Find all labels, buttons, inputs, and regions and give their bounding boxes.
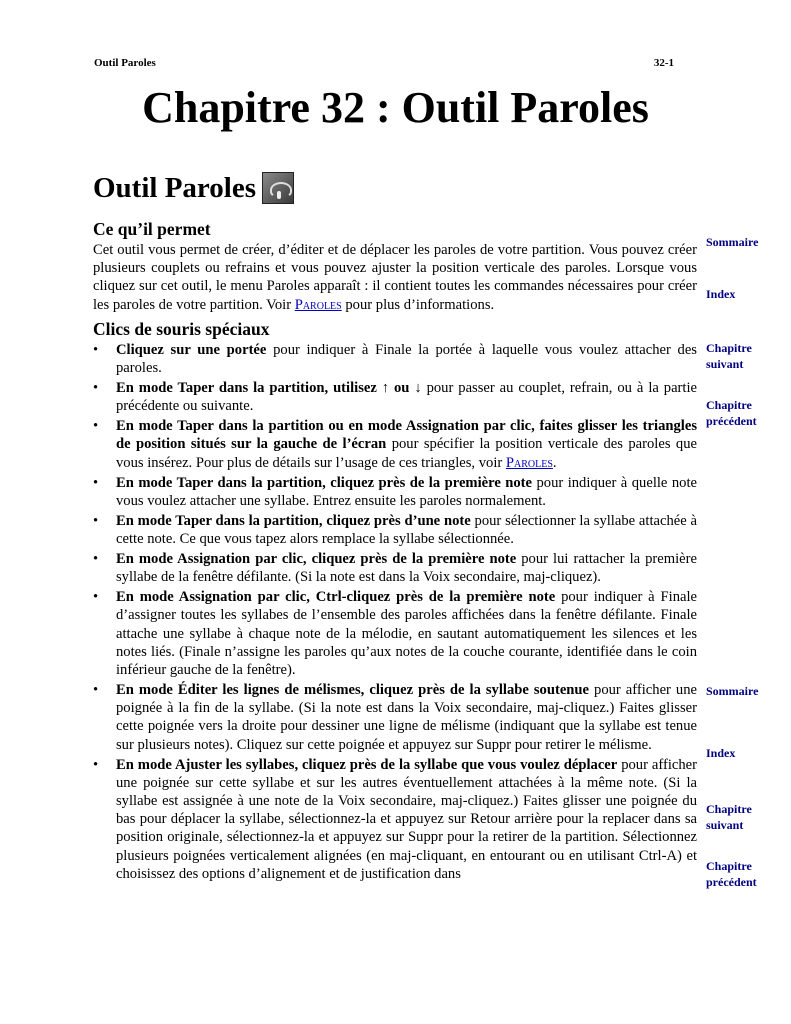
list-item [93, 512, 697, 548]
list-item [93, 474, 697, 510]
nav-next-line2: suivant [706, 817, 744, 832]
item-lead: En mode Taper dans la partition ou en mode Assignation par clic, faites glisser les triangles de position situés sur la gauche de l’écran [116, 418, 697, 453]
nav-prev-line1: Chapitre [706, 859, 752, 873]
paroles-link[interactable]: Paroles [505, 454, 553, 471]
list-item [93, 341, 697, 377]
lyrics-tool-icon [262, 172, 294, 204]
purpose-text: Cet outil vous permet de créer, d’éditer et de déplacer les paroles de votre partition. Vous pouvez créer plusieurs couplets ou refrains et vous pouvez ajuster la position verticale des paroles. Lorsque vous cliquez sur cet outil, le menu Paroles apparaît : il contient toutes les commandes nécessaires pour créer les paroles de votre partition. Voir [93, 242, 697, 313]
nav-next-line1: Chapitre [706, 802, 752, 816]
subsection-title-purpose: Ce qu’il permet [93, 219, 211, 239]
item-text: pour sélectionner la syllabe attachée à cette note. Ce que vous tapez alors remplace la syllabe sélectionnée. [116, 512, 697, 548]
list-item [93, 681, 697, 754]
page-number: 32-1 [653, 57, 674, 69]
subsection-title-mouse-clicks: Clics de souris spéciaux [93, 318, 270, 339]
item-text: pour passer au couplet, refrain, ou à la partie précédente ou suivante. [116, 380, 698, 415]
list-item [93, 379, 697, 415]
list-item [93, 417, 697, 472]
list-item [93, 756, 697, 883]
nav-sommaire-link[interactable]: Sommaire [706, 235, 759, 249]
nav-previous-chapter-link[interactable] [706, 398, 786, 429]
item-text: pour afficher une poignée sur cette syllabe et sur les autres éventuellement attachées à la même note. (Si la syllabe est assignée à une note de la Voix secondaire, maj-cliquez.) Faites glisser une poignée du bas pour déplacer la syllabe, sélectionnez-la et appuyez sur Retour arrière pour la replacer dans sa position originale, sélectionnez-la et appuyez sur Suppr pour la retirer de la partition. Sélectionnez plusieurs poignées verticalement alignées (en maj-cliquant, en entourant ou en utilisant Ctrl-A) et choisissez des options d’alignement et de justification dans [116, 756, 697, 882]
item-text: pour indiquer à Finale d’assigner toutes les syllabes de l’ensemble des paroles affichées dans la fenêtre défilante. Finale attache une syllabe à chaque note de la mélodie, en sautant automatiquement les silences et les notes liés. (Finale n’assigne les paroles qu’aux notes de la couche courante, identifiée dans le coin inférieur gauche de la fenêtre). [116, 589, 697, 679]
nav-next-line1: Chapitre [706, 341, 752, 355]
list-item [93, 588, 697, 679]
item-text: pour indiquer à quelle note vous voulez attacher une syllabe. Entrez ensuite les paroles normalement. [116, 474, 697, 509]
nav-index-link[interactable]: Index [706, 746, 736, 760]
nav-next-chapter-link[interactable] [706, 802, 786, 833]
nav-prev-line2: précédent [706, 874, 757, 889]
section-title-text: Outil Paroles [93, 172, 256, 204]
nav-previous-chapter-link[interactable] [706, 859, 786, 890]
running-header [94, 57, 674, 69]
item-lead: En mode Assignation par clic, cliquez près de la première note [116, 551, 517, 568]
nav-index-link[interactable]: Index [706, 287, 736, 301]
nav-prev-line2: précédent [706, 413, 757, 428]
paroles-link[interactable]: Paroles [294, 296, 342, 313]
section-title [93, 170, 294, 206]
mouse-clicks-list [93, 341, 697, 883]
nav-next-line2: suivant [706, 356, 744, 371]
item-text: pour indiquer à Finale la portée à laquelle vous voulez attacher des paroles. [116, 341, 697, 377]
header-left: Outil Paroles [94, 57, 156, 69]
item-lead: En mode Éditer les lignes de mélismes, cliquez près de la syllabe soutenue [116, 682, 590, 699]
nav-next-chapter-link[interactable] [706, 341, 786, 372]
item-lead: En mode Ajuster les syllabes, cliquez près de la syllabe que vous voulez déplacer [116, 756, 618, 773]
chapter-title: Chapitre 32 : Outil Paroles [142, 83, 649, 132]
item-text: pour afficher une poignée à la fin de la syllabe. (Si la note est dans la Voix secondaire, maj-cliquez.) Faites glisser cette poignée vers la droite pour dessiner une ligne de mélisme (indiquant que la syllabe est tenue sur plusieurs notes). Cliquez sur cette poignée et appuyez sur Suppr pour retirer le mélisme. [116, 682, 697, 753]
nav-prev-line1: Chapitre [706, 398, 752, 412]
item-text: pour spécifier la position verticale des paroles que vous insérez. Pour plus de détails sur l’usage de ces triangles, voir [116, 436, 697, 471]
item-text-end: . [552, 454, 557, 471]
item-lead: Cliquez sur une portée [116, 341, 267, 358]
item-lead: En mode Taper dans la partition, cliquez près d’une note [116, 512, 471, 529]
purpose-paragraph [93, 241, 697, 314]
item-lead: En mode Assignation par clic, Ctrl-cliquez près de la première note [116, 589, 556, 606]
item-text: pour lui rattacher la première syllabe de la fenêtre défilante. (Si la note est dans la Voix secondaire, maj-cliquez). [116, 551, 697, 586]
main-content [93, 218, 697, 885]
item-lead: En mode Taper dans la partition, utilisez ↑ ou ↓ [116, 380, 422, 397]
purpose-text-end: pour plus d’informations. [341, 296, 495, 313]
item-lead: En mode Taper dans la partition, cliquez près de la première note [116, 474, 533, 491]
nav-sommaire-link[interactable]: Sommaire [706, 684, 759, 698]
list-item [93, 550, 697, 586]
